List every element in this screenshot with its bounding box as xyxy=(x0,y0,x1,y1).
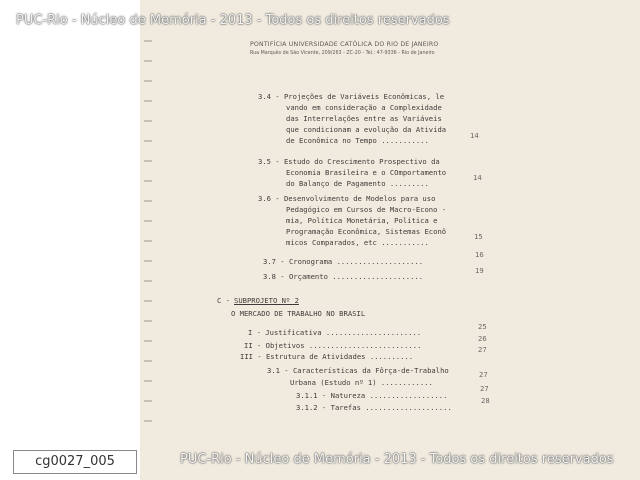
binding-holes xyxy=(144,40,154,440)
toc-line: I - Justificativa ...................... xyxy=(248,328,422,337)
toc-line: 3.5 - Estudo do Crescimento Prospectivo da xyxy=(258,157,440,166)
binding-hole xyxy=(144,200,152,202)
page-number: 27 xyxy=(479,370,488,379)
page-number: 15 xyxy=(474,232,483,241)
toc-line: Urbana (Estudo nº 1) ............ xyxy=(290,378,433,387)
binding-hole xyxy=(144,100,152,102)
subproject-subtitle: O MERCADO DE TRABALHO NO BRASIL xyxy=(231,309,366,318)
toc-line: das Interrelações entre as Variáveis xyxy=(286,114,442,123)
watermark-top: PUC-Rio - Núcleo de Memória - 2013 - Todos os direitos reservados xyxy=(16,13,450,28)
page-number: 28 xyxy=(481,396,490,405)
page-number: 14 xyxy=(473,173,482,182)
binding-hole xyxy=(144,60,152,62)
page-number: 27 xyxy=(478,345,487,354)
binding-hole xyxy=(144,80,152,82)
binding-hole xyxy=(144,220,152,222)
toc-line: que condicionam a evolução da Ativida xyxy=(286,125,447,134)
binding-hole xyxy=(144,420,152,422)
toc-line: Economia Brasileira e o COmportamento xyxy=(286,168,447,177)
letterhead xyxy=(250,41,438,56)
page-number: 26 xyxy=(478,334,487,343)
binding-hole xyxy=(144,40,152,42)
binding-hole xyxy=(144,280,152,282)
toc-line: do Balanço de Pagamento ......... xyxy=(286,179,429,188)
binding-hole xyxy=(144,300,152,302)
binding-hole xyxy=(144,340,152,342)
binding-hole xyxy=(144,120,152,122)
toc-line: III - Estrutura de Atividades .......... xyxy=(240,352,414,361)
university-name: PONTIFÍCIA UNIVERSIDADE CATÓLICA DO RIO DE JANEIRO xyxy=(250,41,439,48)
toc-line: 3.8 - Orçamento ..................... xyxy=(263,272,424,281)
page-number: 14 xyxy=(470,131,479,140)
toc-line: 3.6 - Desenvolvimento de Modelos para uso xyxy=(258,194,436,203)
binding-hole xyxy=(144,260,152,262)
toc-line: mia, Política Monetária, Política e xyxy=(286,216,438,225)
toc-line: 3.1.2 - Tarefas .................... xyxy=(296,403,452,412)
document-id-label: cg0027_005 xyxy=(13,450,137,474)
toc-line: de Econômica no Tempo ........... xyxy=(286,136,429,145)
page-number: 25 xyxy=(478,322,487,331)
toc-line: 3.7 - Cronograma .................... xyxy=(263,257,424,266)
binding-hole xyxy=(144,240,152,242)
binding-hole xyxy=(144,140,152,142)
section-letter: C - xyxy=(217,296,235,305)
toc-line: Programação Econômica, Sistemas Econô xyxy=(286,227,447,236)
toc-line: 3.4 - Projeções de Variáveis Econômicas, le xyxy=(258,92,445,101)
toc-line: 3.1.1 - Natureza .................. xyxy=(296,391,448,400)
toc-line: vando em consideração a Complexidade xyxy=(286,103,442,112)
toc-line: II - Objetivos .......................... xyxy=(244,341,422,350)
binding-hole xyxy=(144,180,152,182)
toc-line: micos Comparados, etc ........... xyxy=(286,238,429,247)
binding-hole xyxy=(144,160,152,162)
binding-hole xyxy=(144,380,152,382)
page-number: 16 xyxy=(475,250,484,259)
page-number: 19 xyxy=(475,266,484,275)
subproject-title: SUBPROJETO Nº 2 xyxy=(234,296,299,305)
toc-line: Pedagógico em Cursos de Macro-Econo - xyxy=(286,205,447,214)
page-number: 27 xyxy=(480,384,489,393)
university-address: Rua Marquês de São Vicente, 209/263 - ZC-20 - Tel.: 47-9336 - Rio de Janeiro xyxy=(250,51,435,56)
binding-hole xyxy=(144,320,152,322)
watermark-bottom: PUC-Rio - Núcleo de Memória - 2013 - Todos os direitos reservados xyxy=(180,452,614,467)
binding-hole xyxy=(144,400,152,402)
binding-hole xyxy=(144,360,152,362)
toc-line: 3.1 - Características da Fôrça-de-Trabalho xyxy=(267,366,449,375)
